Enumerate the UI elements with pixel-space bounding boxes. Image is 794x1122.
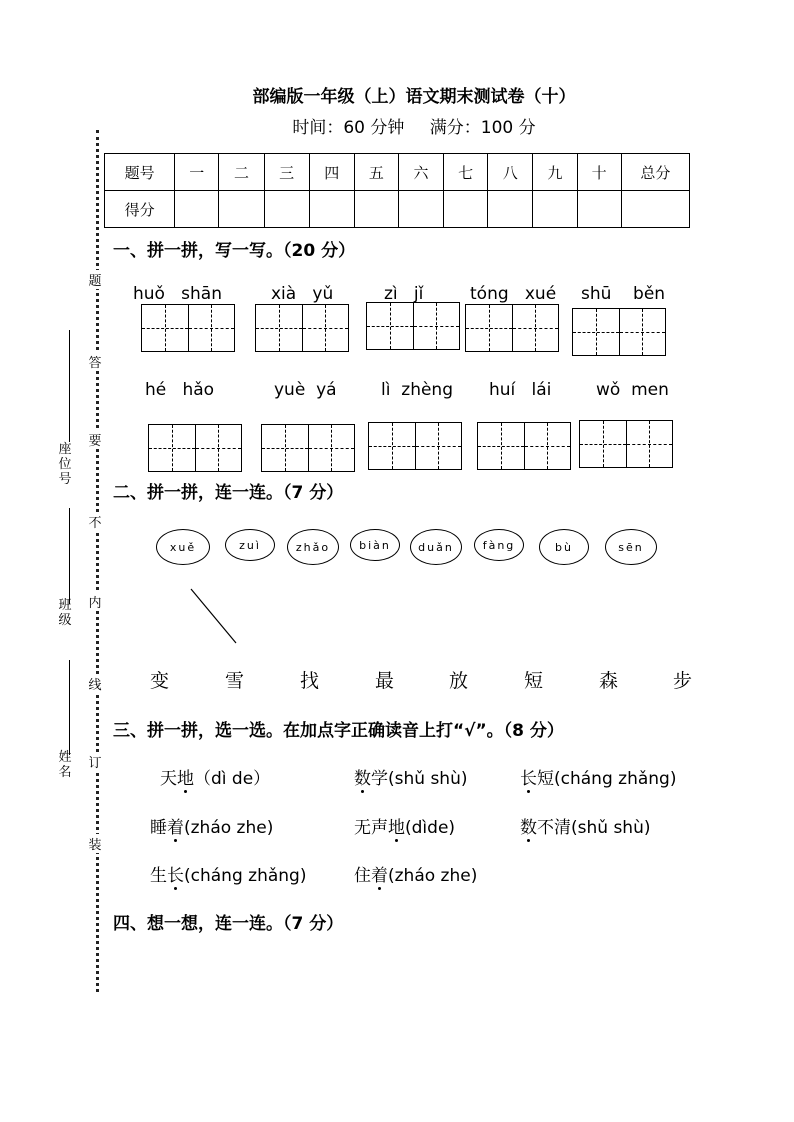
score-cell[interactable]: [354, 191, 398, 228]
class-line: [69, 508, 70, 604]
time-limit: 时间：60 分钟: [292, 118, 405, 138]
writing-grid[interactable]: [579, 420, 673, 468]
score-table-header-row: [105, 154, 690, 191]
section4-heading: 四、想一想，连一连。（7 分）: [113, 914, 344, 934]
table-cell: 八: [488, 154, 533, 191]
dotted-char: 着: [371, 866, 388, 886]
dotted-char: 地: [388, 818, 405, 838]
pinyin-oval[interactable]: zhǎo: [287, 529, 339, 565]
table-cell: 十: [577, 154, 621, 191]
section1-heading: 一、拼一拼，写一写。（20 分）: [113, 241, 356, 261]
score-cell[interactable]: [398, 191, 443, 228]
hanzi-choice[interactable]: 短: [524, 670, 544, 692]
score-cell[interactable]: [488, 191, 533, 228]
score-cell[interactable]: [444, 191, 488, 228]
reading-choice-item[interactable]: 数学(shǔ shù): [354, 769, 468, 789]
exam-info: [0, 113, 794, 138]
writing-grid[interactable]: [255, 304, 349, 352]
reading-choice-item[interactable]: 无声地(dìde): [354, 818, 456, 838]
section3-heading: 三、拼一拼，选一选。在加点字正确读音上打“√”。（8 分）: [113, 721, 564, 741]
margin-char-zhuang: 装: [86, 834, 104, 853]
hanzi-choice[interactable]: 变: [150, 670, 170, 692]
table-cell: 三: [264, 154, 309, 191]
pinyin: yuè yá: [274, 380, 337, 400]
pinyin: zì jǐ: [384, 284, 424, 304]
class-label: 班级: [58, 598, 72, 628]
table-cell: 四: [309, 154, 354, 191]
page-title: 部编版一年级（上）语文期末测试卷（十）: [252, 87, 576, 107]
dotted-char: 长: [167, 866, 184, 886]
writing-grid[interactable]: [465, 304, 559, 352]
hanzi-choice[interactable]: 放: [449, 670, 469, 692]
score-table-score-row: [105, 191, 690, 228]
dotted-char: 长: [520, 769, 537, 789]
writing-grid[interactable]: [148, 424, 242, 472]
seat-number-line: [69, 330, 70, 442]
pinyin-oval[interactable]: biàn: [350, 529, 400, 561]
table-cell: 七: [444, 154, 488, 191]
writing-grid[interactable]: [261, 424, 355, 472]
score-cell[interactable]: [175, 191, 219, 228]
table-cell: 六: [398, 154, 443, 191]
margin-char-nei: 内: [86, 592, 104, 611]
margin-char-bu: 不: [86, 512, 104, 531]
reading-choice-item[interactable]: 数不清(shǔ shù): [520, 818, 651, 838]
example-connecting-line: [186, 585, 242, 647]
name-label: 姓名: [58, 750, 72, 780]
pinyin: tóng xué: [470, 284, 557, 304]
writing-grid[interactable]: [366, 302, 460, 350]
margin-char-ding: 订: [86, 752, 104, 771]
name-line: [69, 660, 70, 755]
pinyin: xià yǔ: [271, 284, 334, 304]
pinyin: huí lái: [489, 380, 552, 400]
margin-char-xian: 线: [86, 674, 104, 693]
margin-char-ti: 题: [86, 270, 104, 289]
reading-choice-item[interactable]: 睡着(zháo zhe): [150, 818, 274, 838]
dotted-char: 地: [177, 769, 194, 789]
hanzi-choice[interactable]: 找: [300, 670, 320, 692]
pinyin-oval[interactable]: sēn: [605, 529, 657, 565]
table-cell: 九: [533, 154, 577, 191]
seat-number-label: 座位号: [58, 442, 72, 487]
reading-choice-item[interactable]: 长短(cháng zhǎng): [520, 769, 677, 789]
table-cell: 二: [219, 154, 264, 191]
pinyin: huǒ shān: [133, 284, 222, 304]
table-cell: 总分: [621, 154, 689, 191]
dotted-char: 着: [167, 818, 184, 838]
pinyin-oval[interactable]: zuì: [225, 529, 275, 561]
full-score: 满分：100 分: [429, 118, 536, 138]
margin-char-da: 答: [86, 352, 104, 371]
score-cell[interactable]: [219, 191, 264, 228]
table-cell: 一: [175, 154, 219, 191]
pinyin: shū běn: [581, 284, 666, 304]
pinyin-oval[interactable]: fàng: [474, 529, 524, 561]
score-table: [104, 153, 690, 228]
pinyin: wǒ men: [596, 380, 669, 400]
writing-grid[interactable]: [477, 422, 571, 470]
table-cell: 得分: [105, 191, 175, 228]
reading-choice-item[interactable]: 天地（dì de）: [160, 769, 271, 789]
table-cell: 五: [354, 154, 398, 191]
pinyin-oval[interactable]: bù: [539, 529, 589, 565]
pinyin-oval[interactable]: duǎn: [410, 529, 462, 565]
score-cell[interactable]: [621, 191, 689, 228]
writing-grid[interactable]: [141, 304, 235, 352]
reading-choice-item[interactable]: 生长(cháng zhǎng): [150, 866, 307, 886]
writing-grid[interactable]: [572, 308, 666, 356]
pinyin: lì zhèng: [381, 380, 453, 400]
hanzi-choice[interactable]: 森: [599, 670, 619, 692]
margin-char-yao: 要: [86, 430, 104, 449]
score-cell[interactable]: [577, 191, 621, 228]
score-cell[interactable]: [309, 191, 354, 228]
score-cell[interactable]: [533, 191, 577, 228]
binding-dotted-line: [96, 130, 99, 992]
pinyin: hé hǎo: [145, 380, 215, 400]
hanzi-choice[interactable]: 雪: [225, 670, 245, 692]
pinyin-oval[interactable]: xuě: [156, 529, 210, 565]
writing-grid[interactable]: [368, 422, 462, 470]
hanzi-choice[interactable]: 最: [375, 670, 395, 692]
dotted-char: 数: [520, 818, 537, 838]
hanzi-choice[interactable]: 步: [673, 670, 693, 692]
dotted-char: 数: [354, 769, 371, 789]
score-cell[interactable]: [264, 191, 309, 228]
table-cell: 题号: [105, 154, 175, 191]
reading-choice-item[interactable]: 住着(zháo zhe): [354, 866, 478, 886]
section2-heading: 二、拼一拼，连一连。（7 分）: [113, 483, 344, 503]
